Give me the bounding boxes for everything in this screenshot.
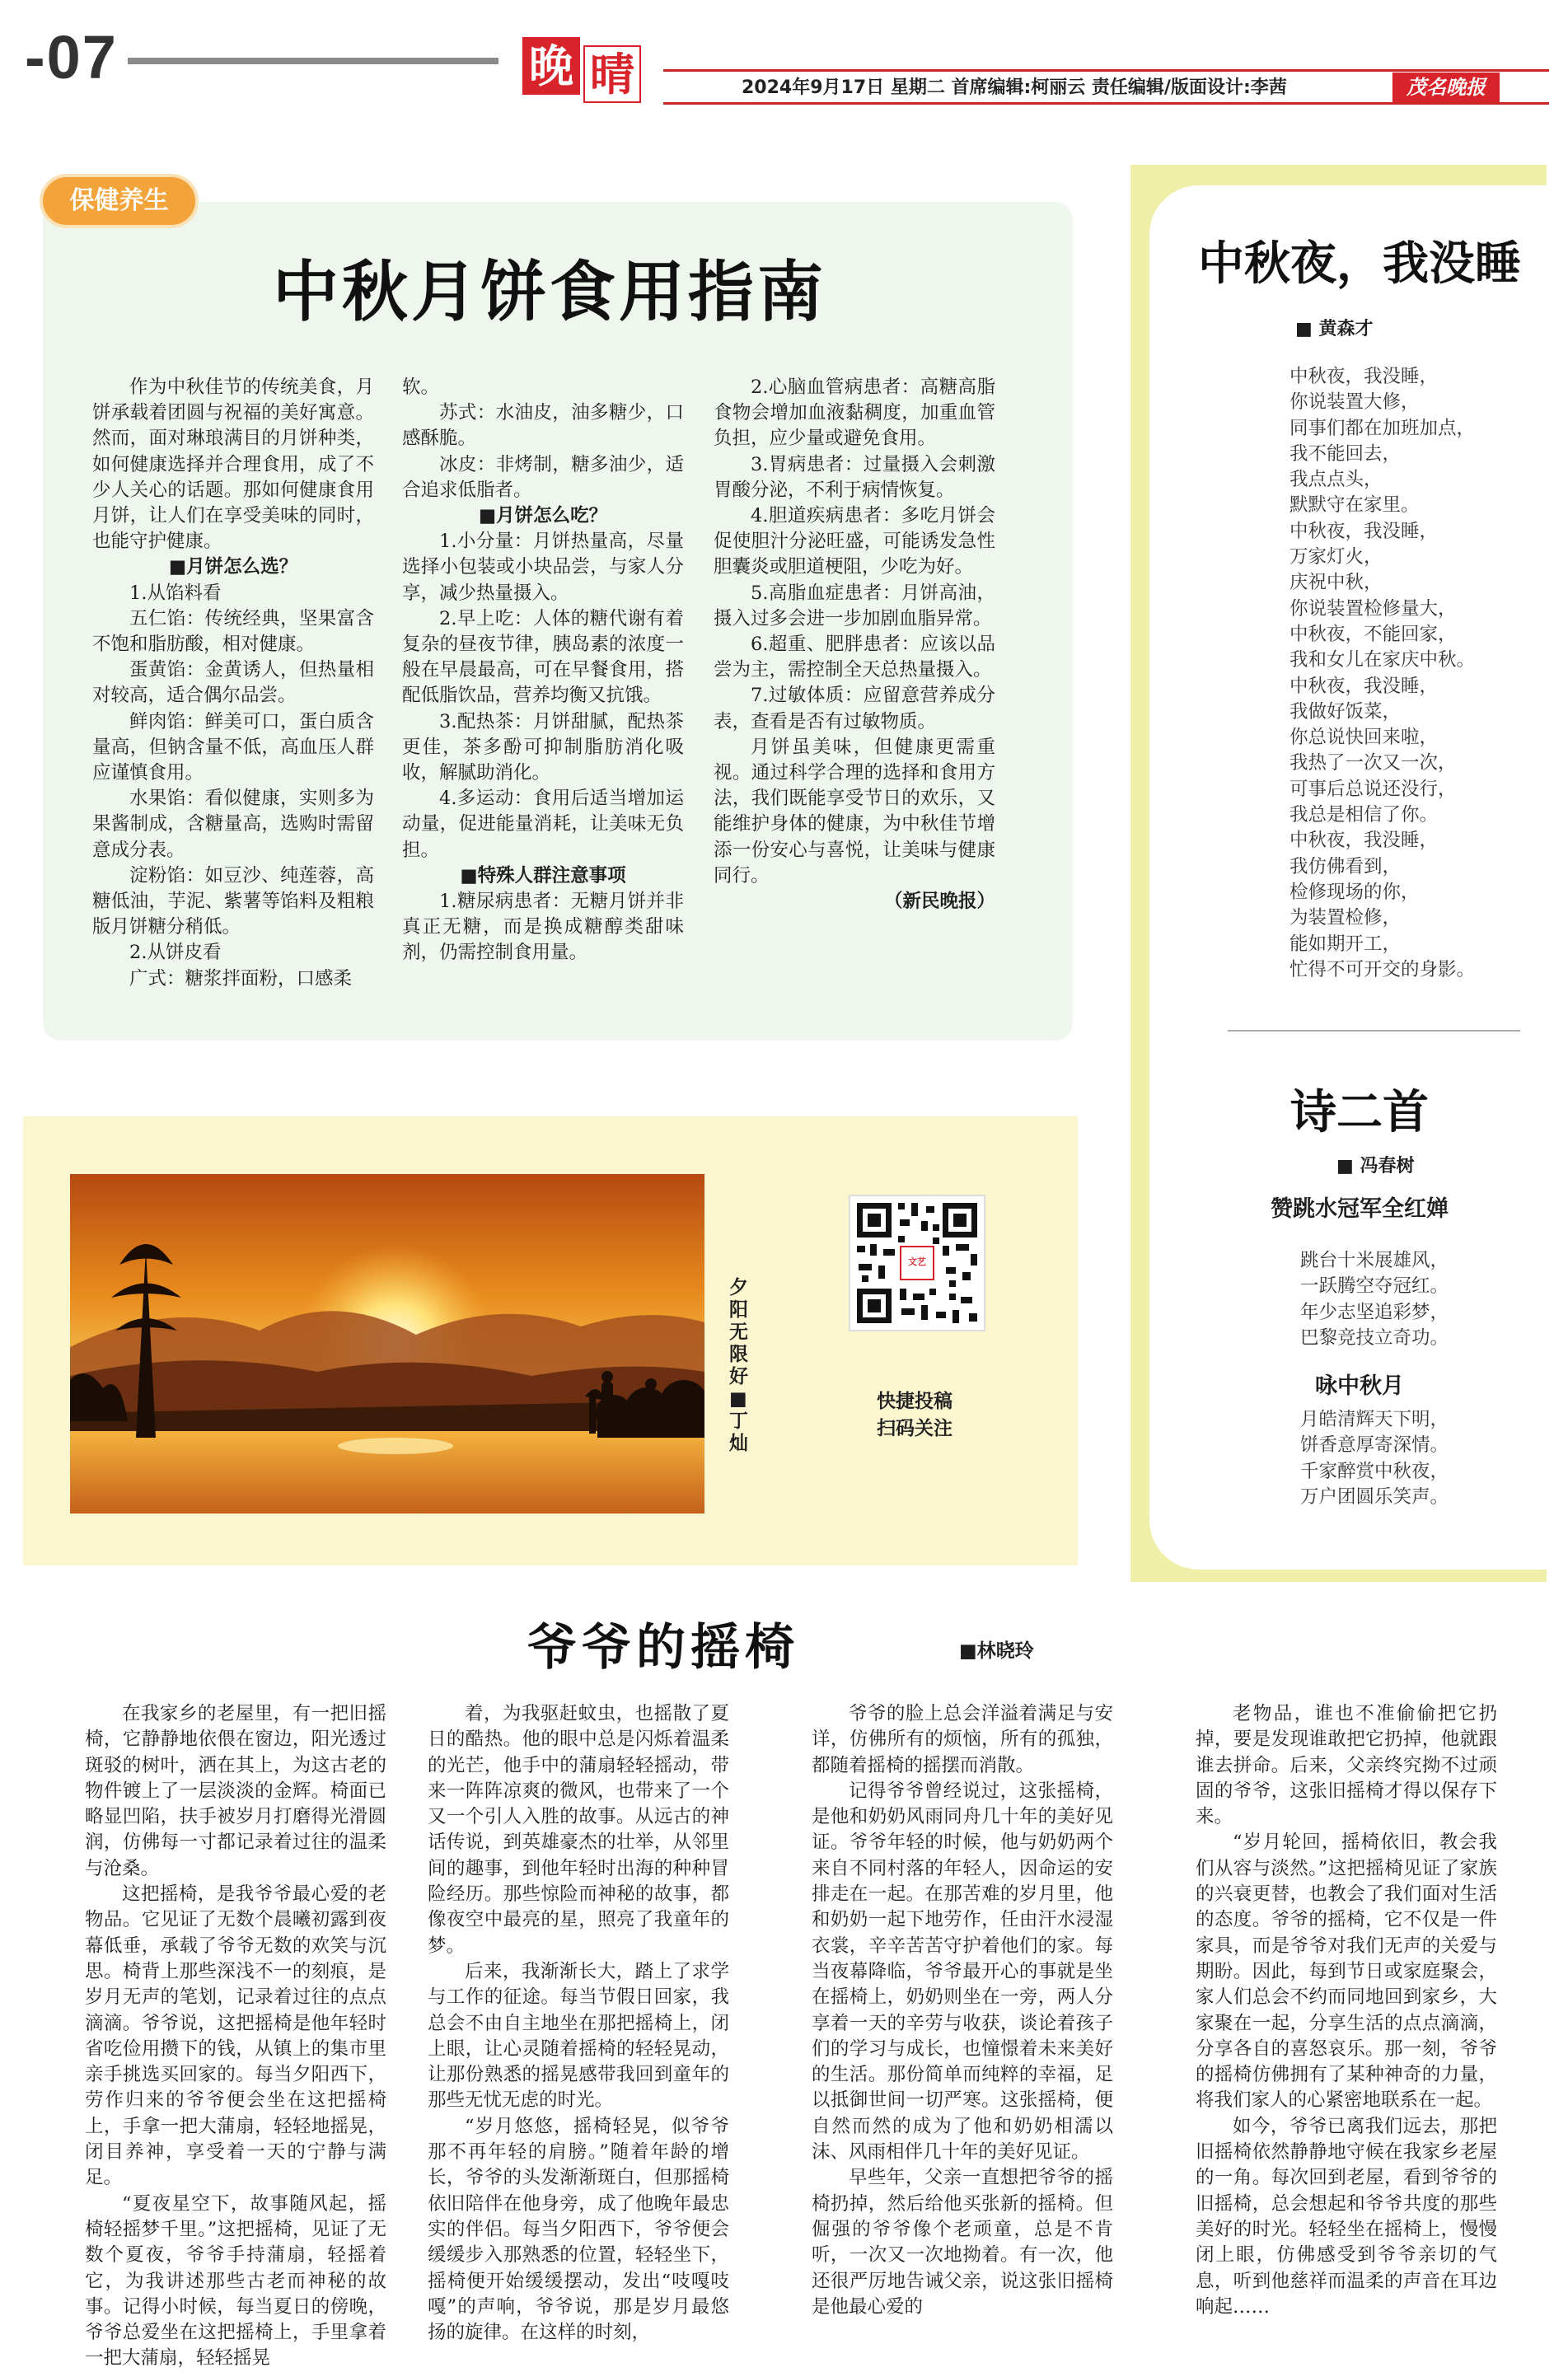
poem2-title: 诗二首 <box>1290 1085 1429 1139</box>
poem-line: 中秋夜，我没睡， <box>1290 675 1439 697</box>
article1-column-3 <box>714 375 995 915</box>
paragraph: 1.小分量：月饼热量高，尽量选择小包装或小块品尝，与家人分享，减少热量摄入。 <box>402 531 684 604</box>
poem-line: 能如期开工， <box>1290 933 1402 955</box>
paragraph: 五仁馅：传统经典，坚果富含不饱和脂肪酸，相对健康。 <box>92 607 374 656</box>
qr-caption <box>840 1388 989 1443</box>
paragraph: 2.早上吃：人体的糖代谢有着复杂的昼夜节律，胰岛素的浓度一般在早晨最高，可在早餐食用，搭配低脂饮品，营养均衡又抗饿。 <box>402 607 684 707</box>
paragraph: 水果馅：看似健康，实则多为果酱制成，含糖量高，选购时需留意成分表。 <box>92 788 374 861</box>
poem-lines <box>1290 364 1553 983</box>
poem-line: 千家醉赏中秋夜， <box>1300 1460 1449 1482</box>
paragraph: 4.多运动：食用后适当增加运动量，促进能量消耗，让美味无负担。 <box>402 788 684 861</box>
header-bottom-rule <box>663 102 1549 105</box>
poem-line: 你说装置检修量大， <box>1290 597 1457 620</box>
essay-column-2 <box>428 1701 729 2346</box>
poem-line: 中秋夜，我没睡， <box>1290 366 1439 387</box>
paragraph: 6.超重、肥胖患者：应该以品尝为主，需控制全天总热量摄入。 <box>714 634 995 681</box>
section-tag-wan: 晚 <box>522 37 580 95</box>
poem2-author: ■ 冯春树 <box>1336 1156 1415 1177</box>
paragraph: 月饼虽美味，但健康更需重视。通过科学合理的选择和食用方法，我们既能享受节日的欢乐，又能维护身体的健康，为中秋佳节增添一份安心与喜悦，让美味与健康同行。 <box>714 736 995 887</box>
paragraph: 冰皮：非烤制，糖多油少，适合追求低脂者。 <box>402 453 684 501</box>
poem-line: 你说装置大修， <box>1290 391 1420 414</box>
poem-line: 我点点头， <box>1290 469 1383 491</box>
poem-line: 跳台十米展雄风， <box>1300 1250 1449 1271</box>
paragraph: 这把摇椅，是我爷爷最心爱的老物品。它见证了无数个晨曦初露到夜幕低垂，承载了爷爷无数的欢笑与沉思。椅背上那些深浅不一的刻痕，是岁月无声的笔划，记录着过往的点点滴滴。爷爷说，这把摇椅是他年轻时省吃俭用攒下的钱，从镇上的集市里亲手挑选买回家的。每当夕阳西下，劳作归来的爷爷便会坐在这把摇椅上，手拿一把大蒲扇，轻轻地摇晃，闭目养神，享受着一天的宁静与满足。 <box>85 1883 386 2189</box>
poem-line: 可事后总说还没行， <box>1290 778 1457 800</box>
photo-caption: 夕阳无限好 ■ 丁灿 <box>729 1277 748 1454</box>
poem-line: 月皓清辉天下明， <box>1300 1409 1449 1430</box>
poem-line: 我不能回去， <box>1290 442 1402 465</box>
poem-line: 一跃腾空夺冠红。 <box>1300 1275 1449 1298</box>
paragraph: 1.糖尿病患者：无糖月饼并非真正无糖，而是换成糖醇类甜味剂，仍需控制食用量。 <box>402 891 684 964</box>
qr-caption-line-2: 扫码关注 <box>877 1418 953 1439</box>
poem-line: 中秋夜，我没睡， <box>1290 520 1439 542</box>
essay-author: ■林晓玲 <box>959 1640 1034 1662</box>
header-rule <box>128 58 498 64</box>
paragraph: 1.从馅料看 <box>129 582 222 604</box>
paragraph: 3.胃病患者：过量摄入会刺激胃酸分泌，不利于病情恢复。 <box>714 453 995 501</box>
paragraph: 7.过敏体质：应留意营养成分表，查看是否有过敏物质。 <box>714 685 995 732</box>
paragraph: 记得爷爷曾经说过，这张摇椅，是他和奶奶风雨同舟几十年的美好见证。爷爷年轻的时候，他与奶奶两个来自不同村落的年轻人，因命运的安排走在一起。在那苦难的岁月里，他和奶奶一起下地劳作，任由汗水浸湿衣裳，辛辛苦苦守护着他们的家。每当夜幕降临，爷爷最开心的事就是坐在摇椅上，奶奶则坐在一旁，两人分享着一天的辛劳与收获，谈论着孩子们的学习与成长，也憧憬着未来美好的生活。那份简单而纯粹的幸福，足以抵御世间一切严寒。这张摇椅，便自然而然的成为了他和奶奶相濡以沫、风雨相伴几十年的美好见证。 <box>812 1780 1113 2164</box>
article1-column-1 <box>92 375 374 992</box>
poem-line: 中秋夜，不能回家， <box>1290 623 1457 645</box>
poem-line: 默默守在家里。 <box>1290 494 1420 517</box>
paragraph: “岁月悠悠，摇椅轻晃，似爷爷那不再年轻的肩膀。”随着年龄的增长，爷爷的头发渐渐斑白，但那摇椅依旧陪伴在他身旁，成了他晚年最忠实的伴侣。每当夕阳西下，爷爷便会缓缓步入那熟悉的位置，轻轻坐下，摇椅便开始缓缓摆动，发出“吱嘎吱嘎”的声响，爷爷说，那是岁月最悠扬的旋律。在这样的时刻， <box>428 2115 729 2344</box>
poem-line: 你总说快回来啦， <box>1290 727 1439 749</box>
poem-title: 中秋夜，我没睡 <box>1198 236 1521 291</box>
poem-author: ■ 黄森才 <box>1295 319 1374 339</box>
paragraph: 作为中秋佳节的传统美食，月饼承载着团圆与祝福的美好寓意。然而，面对琳琅满目的月饼种类，如何健康选择并合理食用，成了不少人关心的话题。那如何健康食用月饼，让人们在享受美味的同时，也能守护健康。 <box>92 377 374 553</box>
sunset-photo-art <box>70 1174 704 1513</box>
paragraph: 2.从饼皮看 <box>129 942 222 964</box>
poem2-lines-2 <box>1300 1407 1498 1510</box>
subheading: ■月饼怎么选？ <box>168 556 298 578</box>
paragraph: “夏夜星空下，故事随风起，摇椅轻摇梦千里。”这把摇椅，见证了无数个夏夜，爷爷手持蒲扇，轻摇着它，为我讲述那些古老而神秘的故事。记得小时候，每当夏日的傍晚，爷爷总爱坐在这把摇椅上，手里拿着一把大蒲扇，轻轻摇晃 <box>85 2192 386 2370</box>
essay-column-1 <box>85 1701 386 2372</box>
poem-line: 同事们都在加班加点， <box>1290 417 1476 439</box>
poem-line: 万家灯火， <box>1290 546 1383 568</box>
essay-column-3 <box>812 1701 1113 2320</box>
poem-line: 庆祝中秋， <box>1290 572 1383 594</box>
poem-line: 饼香意厚寄深情。 <box>1300 1434 1449 1457</box>
sunset-photo <box>70 1174 704 1513</box>
paragraph: 3.配热茶：月饼甜腻，配热茶更佳，茶多酚可抑制脂肪消化吸收，解腻助消化。 <box>402 710 684 784</box>
poem-line: 我总是相信了你。 <box>1290 804 1439 826</box>
source-credit: （新民晚报） <box>883 891 995 913</box>
article1-column-2 <box>402 375 684 966</box>
paragraph: 鲜肉馅：鲜美可口，蛋白质含量高，但钠含量不低，高血压人群应谨慎食用。 <box>92 710 374 784</box>
paragraph: 老物品，谁也不准偷偷把它扔掉，要是发现谁敢把它扔掉，他就跟谁去拼命。后来，父亲终究拗不过顽固的爷爷，这张旧摇椅才得以保存下来。 <box>1196 1703 1497 1828</box>
article-title: 中秋月饼食用指南 <box>273 254 826 330</box>
poem2-lines-1 <box>1300 1248 1498 1351</box>
poem-line: 中秋夜，我没睡， <box>1290 830 1439 852</box>
paragraph: 广式：糖浆拌面粉，口感柔 <box>129 967 353 990</box>
poem2-subtitle-2: 咏中秋月 <box>1315 1373 1404 1399</box>
paragraph: 后来，我渐渐长大，踏上了求学与工作的征途。每当节假日回家，我总会不由自主地坐在那把摇椅上，闭上眼，让心灵随着摇椅的轻轻晃动，让那份熟悉的摇晃感带我回到童年的那些无忧无虑的时光。 <box>428 1960 729 2112</box>
qr-caption-line-1: 快捷投稿 <box>877 1391 953 1412</box>
qr-code[interactable] <box>849 1195 985 1331</box>
subheading: ■月饼怎么吃？ <box>478 505 608 527</box>
essay-title: 爷爷的摇椅 <box>527 1619 799 1677</box>
issue-info: 2024年9月17日 星期二 首席编辑:柯丽云 责任编辑/版面设计:李茜 <box>742 77 1287 98</box>
paragraph: 着，为我驱赶蚊虫，也摇散了夏日的酷热。他的眼中总是闪烁着温柔的光芒，他手中的蒲扇轻轻摇动，带来一阵阵凉爽的微风，也带来了一个又一个引人入胜的故事。从远古的神话传说，到英雄豪杰的壮举，从邻里间的趣事，到他年轻时出海的种种冒险经历。那些惊险而神秘的故事，都像夜空中最亮的星，照亮了我童年的梦。 <box>428 1703 729 1957</box>
poem-line: 忙得不可开交的身影。 <box>1290 958 1476 980</box>
paragraph: 淀粉馅：如豆沙、纯莲蓉，高糖低油，芋泥、紫薯等馅料及粗粮版月饼糖分稍低。 <box>92 864 374 938</box>
paragraph: 2.心脑血管病患者：高糖高脂食物会增加血液黏稠度，加重血管负担，应少量或避免食用。 <box>714 377 995 450</box>
poem-line: 巴黎竞技立奇功。 <box>1300 1326 1449 1349</box>
paragraph: “岁月轮回，摇椅依旧，教会我们从容与淡然。”这把摇椅见证了家族的兴衰更替，也教会了我们面对生活的态度。爷爷的摇椅，它不仅是一件家具，而是爷爷对我们无声的关爱与期盼。因此，每到节日或家庭聚会，家人们总会不约而同地回到家乡，大家聚在一起，分享生活的点点滴滴，分享各自的喜怒哀乐。那一刻，爷爷的摇椅仿佛拥有了某种神奇的力量，将我们家人的心紧密地联系在一起。 <box>1196 1832 1497 2112</box>
essay-column-4 <box>1196 1701 1497 2320</box>
poem-line: 我热了一次又一次， <box>1290 752 1457 774</box>
poem-line: 万户团圆乐笑声。 <box>1300 1485 1449 1508</box>
paragraph: 在我家乡的老屋里，有一把旧摇椅，它静静地依偎在窗边，阳光透过斑驳的树叶，洒在其上，为这古老的物件镀上了一层淡淡的金辉。椅面已略显凹陷，扶手被岁月打磨得光滑圆润，仿佛每一寸都记录着过往的温柔与沧桑。 <box>85 1703 386 1879</box>
poem-line: 检修现场的你， <box>1290 881 1420 903</box>
paragraph: 早些年，父亲一直想把爷爷的摇椅扔掉，然后给他买张新的摇椅。但倔强的爷爷像个老顽童，总是不肯听，一次又一次地拗着。有一次，他还很严厉地告诫父亲，说这张旧摇椅是他最心爱的 <box>812 2167 1113 2318</box>
qr-center-label: 文艺 <box>908 1256 926 1267</box>
section-pill: 保健养生 <box>43 177 195 225</box>
paragraph: 爷爷的脸上总会洋溢着满足与安详，仿佛所有的烦恼，所有的孤独，都随着摇椅的摇摆而消散。 <box>812 1703 1113 1776</box>
poem-line: 为装置检修， <box>1290 907 1402 929</box>
section-tag-qing: 晴 <box>583 45 641 103</box>
subheading: ■特殊人群注意事项 <box>460 864 626 887</box>
poem-line: 年少志坚追彩梦， <box>1300 1301 1449 1323</box>
page-number: -07 <box>25 23 118 91</box>
poem-divider <box>1228 1030 1520 1032</box>
header-top-rule <box>663 69 1549 72</box>
paragraph: 苏式：水油皮，油多糖少，口感酥脆。 <box>402 402 684 450</box>
poem-line: 我和女儿在家庆中秋。 <box>1290 649 1476 671</box>
paragraph: 蛋黄馅：金黄诱人，但热量相对较高，适合偶尔品尝。 <box>92 659 374 707</box>
paragraph: 如今，爷爷已离我们远去，那把旧摇椅依然静静地守候在我家乡老屋的一角。每次回到老屋，看到爷爷的旧摇椅，总会想起和爷爷共度的那些美好的时光。轻轻坐在摇椅上，慢慢闭上眼，仿佛感受到爷爷亲切的气息，听到他慈祥而温柔的声音在耳边响起…… <box>1196 2115 1497 2318</box>
poem-line: 我仿佛看到， <box>1290 855 1402 877</box>
paragraph: 4.胆道疾病患者：多吃月饼会促使胆汁分泌旺盛，可能诱发急性胆囊炎或胆道梗阻，少吃为好。 <box>714 505 995 578</box>
newspaper-logo: 茂名晚报 <box>1392 73 1500 102</box>
poem-line: 我做好饭菜， <box>1290 700 1402 723</box>
paragraph: 软。 <box>402 377 440 398</box>
poem2-subtitle-1: 赞跳水冠军全红婵 <box>1271 1196 1449 1222</box>
paragraph: 5.高脂血症患者：月饼高油，摄入过多会进一步加剧血脂异常。 <box>714 582 995 629</box>
